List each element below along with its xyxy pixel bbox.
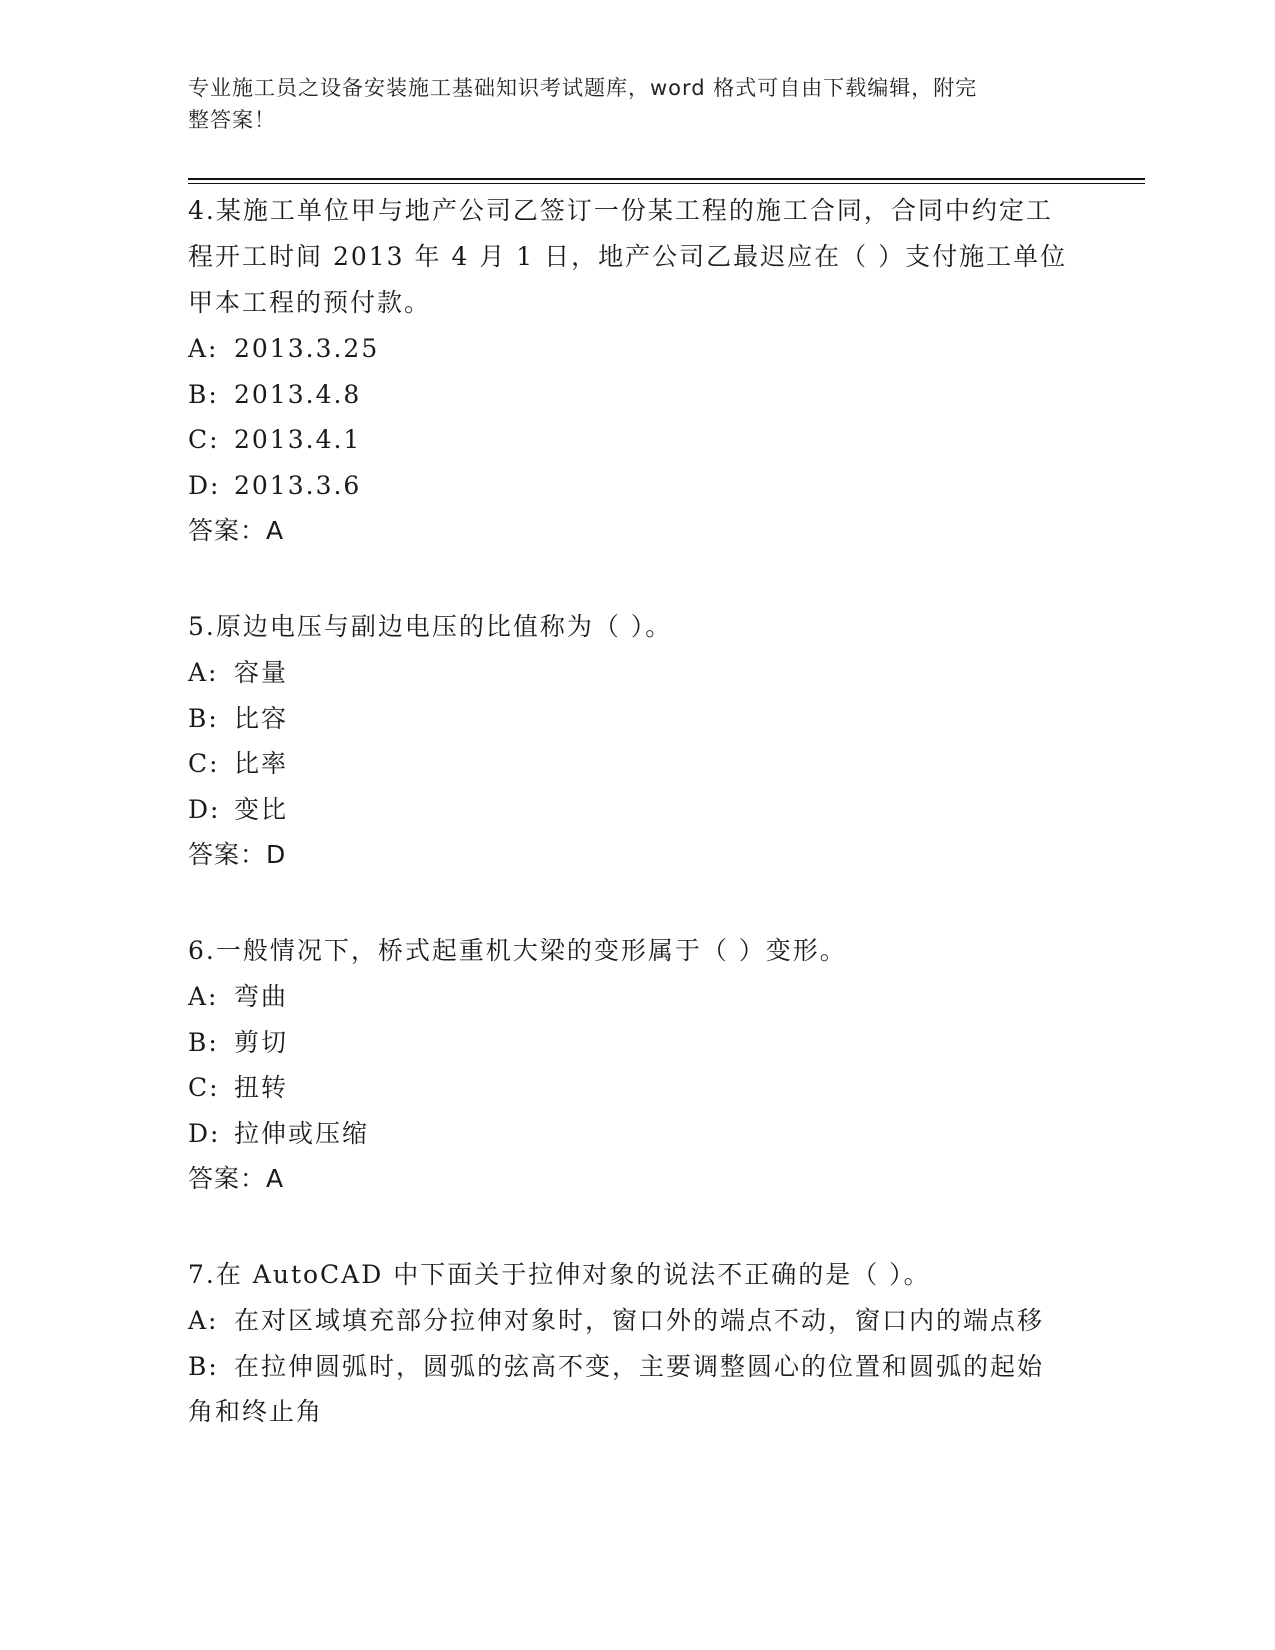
option-a — [188, 1298, 1068, 1344]
option-c — [188, 741, 1068, 787]
option-d — [188, 463, 1068, 509]
option-letter: B: — [188, 703, 219, 733]
option-letter: C: — [188, 425, 220, 454]
header-title-line-2: 整答案！ — [188, 108, 276, 132]
option-a — [188, 650, 1068, 696]
option-text: 比容 — [234, 703, 289, 733]
question-text: 5.原边电压与副边电压的比值称为（ ）。 — [188, 612, 673, 641]
option-text: 剪切 — [234, 1027, 289, 1057]
header-divider-thin — [188, 183, 1145, 184]
option-text: 2013.3.6 — [234, 470, 362, 500]
question-text: 4.某施工单位甲与地产公司乙签订一份某工程的施工合同，合同中约定工程开工时间 2013 年 4 月 1 日，地产公司乙最迟应在（ ）支付施工单位甲本工程的预付款。 — [188, 196, 1068, 317]
question-text: 7.在 AutoCAD 中下面关于拉伸对象的说法不正确的是（ ）。 — [188, 1260, 931, 1289]
option-letter: A: — [188, 334, 219, 363]
header-title-line-1: 专业施工员之设备安装施工基础知识考试题库，word 格式可自由下载编辑，附完 — [188, 76, 978, 100]
option-c — [188, 1065, 1068, 1111]
question-6 — [188, 928, 1068, 1202]
option-letter: D: — [188, 1118, 221, 1148]
question-list — [188, 188, 1068, 1485]
answer-line: 答案：A — [188, 1164, 285, 1193]
option-a — [188, 974, 1068, 1020]
option-text: 2013.4.8 — [234, 379, 362, 409]
option-b — [188, 1344, 1068, 1435]
option-letter: C: — [188, 749, 220, 778]
option-letter: D: — [188, 794, 221, 824]
option-text: 2013.4.1 — [234, 425, 362, 454]
option-text: 在拉伸圆弧时，圆弧的弦高不变，主要调整圆心的位置和圆弧的起始角和终止角 — [188, 1351, 1045, 1426]
option-text: 拉伸或压缩 — [234, 1118, 370, 1148]
option-d — [188, 1111, 1068, 1157]
question-text: 6.一般情况下，桥式起重机大梁的变形属于（ ）变形。 — [188, 936, 847, 965]
question-7 — [188, 1252, 1068, 1435]
option-letter: A: — [188, 658, 219, 687]
option-text: 变比 — [234, 794, 289, 824]
option-letter: A: — [188, 982, 219, 1011]
option-letter: A: — [188, 1306, 219, 1335]
option-letter: B: — [188, 379, 219, 409]
document-header — [188, 72, 1068, 136]
option-b — [188, 1020, 1068, 1066]
question-4 — [188, 188, 1068, 554]
option-text: 2013.3.25 — [234, 334, 380, 363]
option-c — [188, 417, 1068, 463]
option-b — [188, 372, 1068, 418]
header-divider-thick — [188, 178, 1145, 180]
question-5 — [188, 604, 1068, 878]
option-text: 弯曲 — [234, 982, 289, 1011]
option-a — [188, 326, 1068, 372]
option-b — [188, 696, 1068, 742]
option-text: 在对区域填充部分拉伸对象时，窗口外的端点不动，窗口内的端点移 — [234, 1306, 1045, 1335]
answer-line: 答案：A — [188, 516, 285, 545]
option-letter: B: — [188, 1027, 219, 1057]
option-text: 扭转 — [234, 1073, 289, 1102]
option-text: 比率 — [234, 749, 289, 778]
option-d — [188, 787, 1068, 833]
option-letter: B: — [188, 1351, 219, 1381]
option-letter: C: — [188, 1073, 220, 1102]
option-letter: D: — [188, 470, 221, 500]
option-text: 容量 — [234, 658, 289, 687]
answer-line: 答案：D — [188, 840, 287, 869]
